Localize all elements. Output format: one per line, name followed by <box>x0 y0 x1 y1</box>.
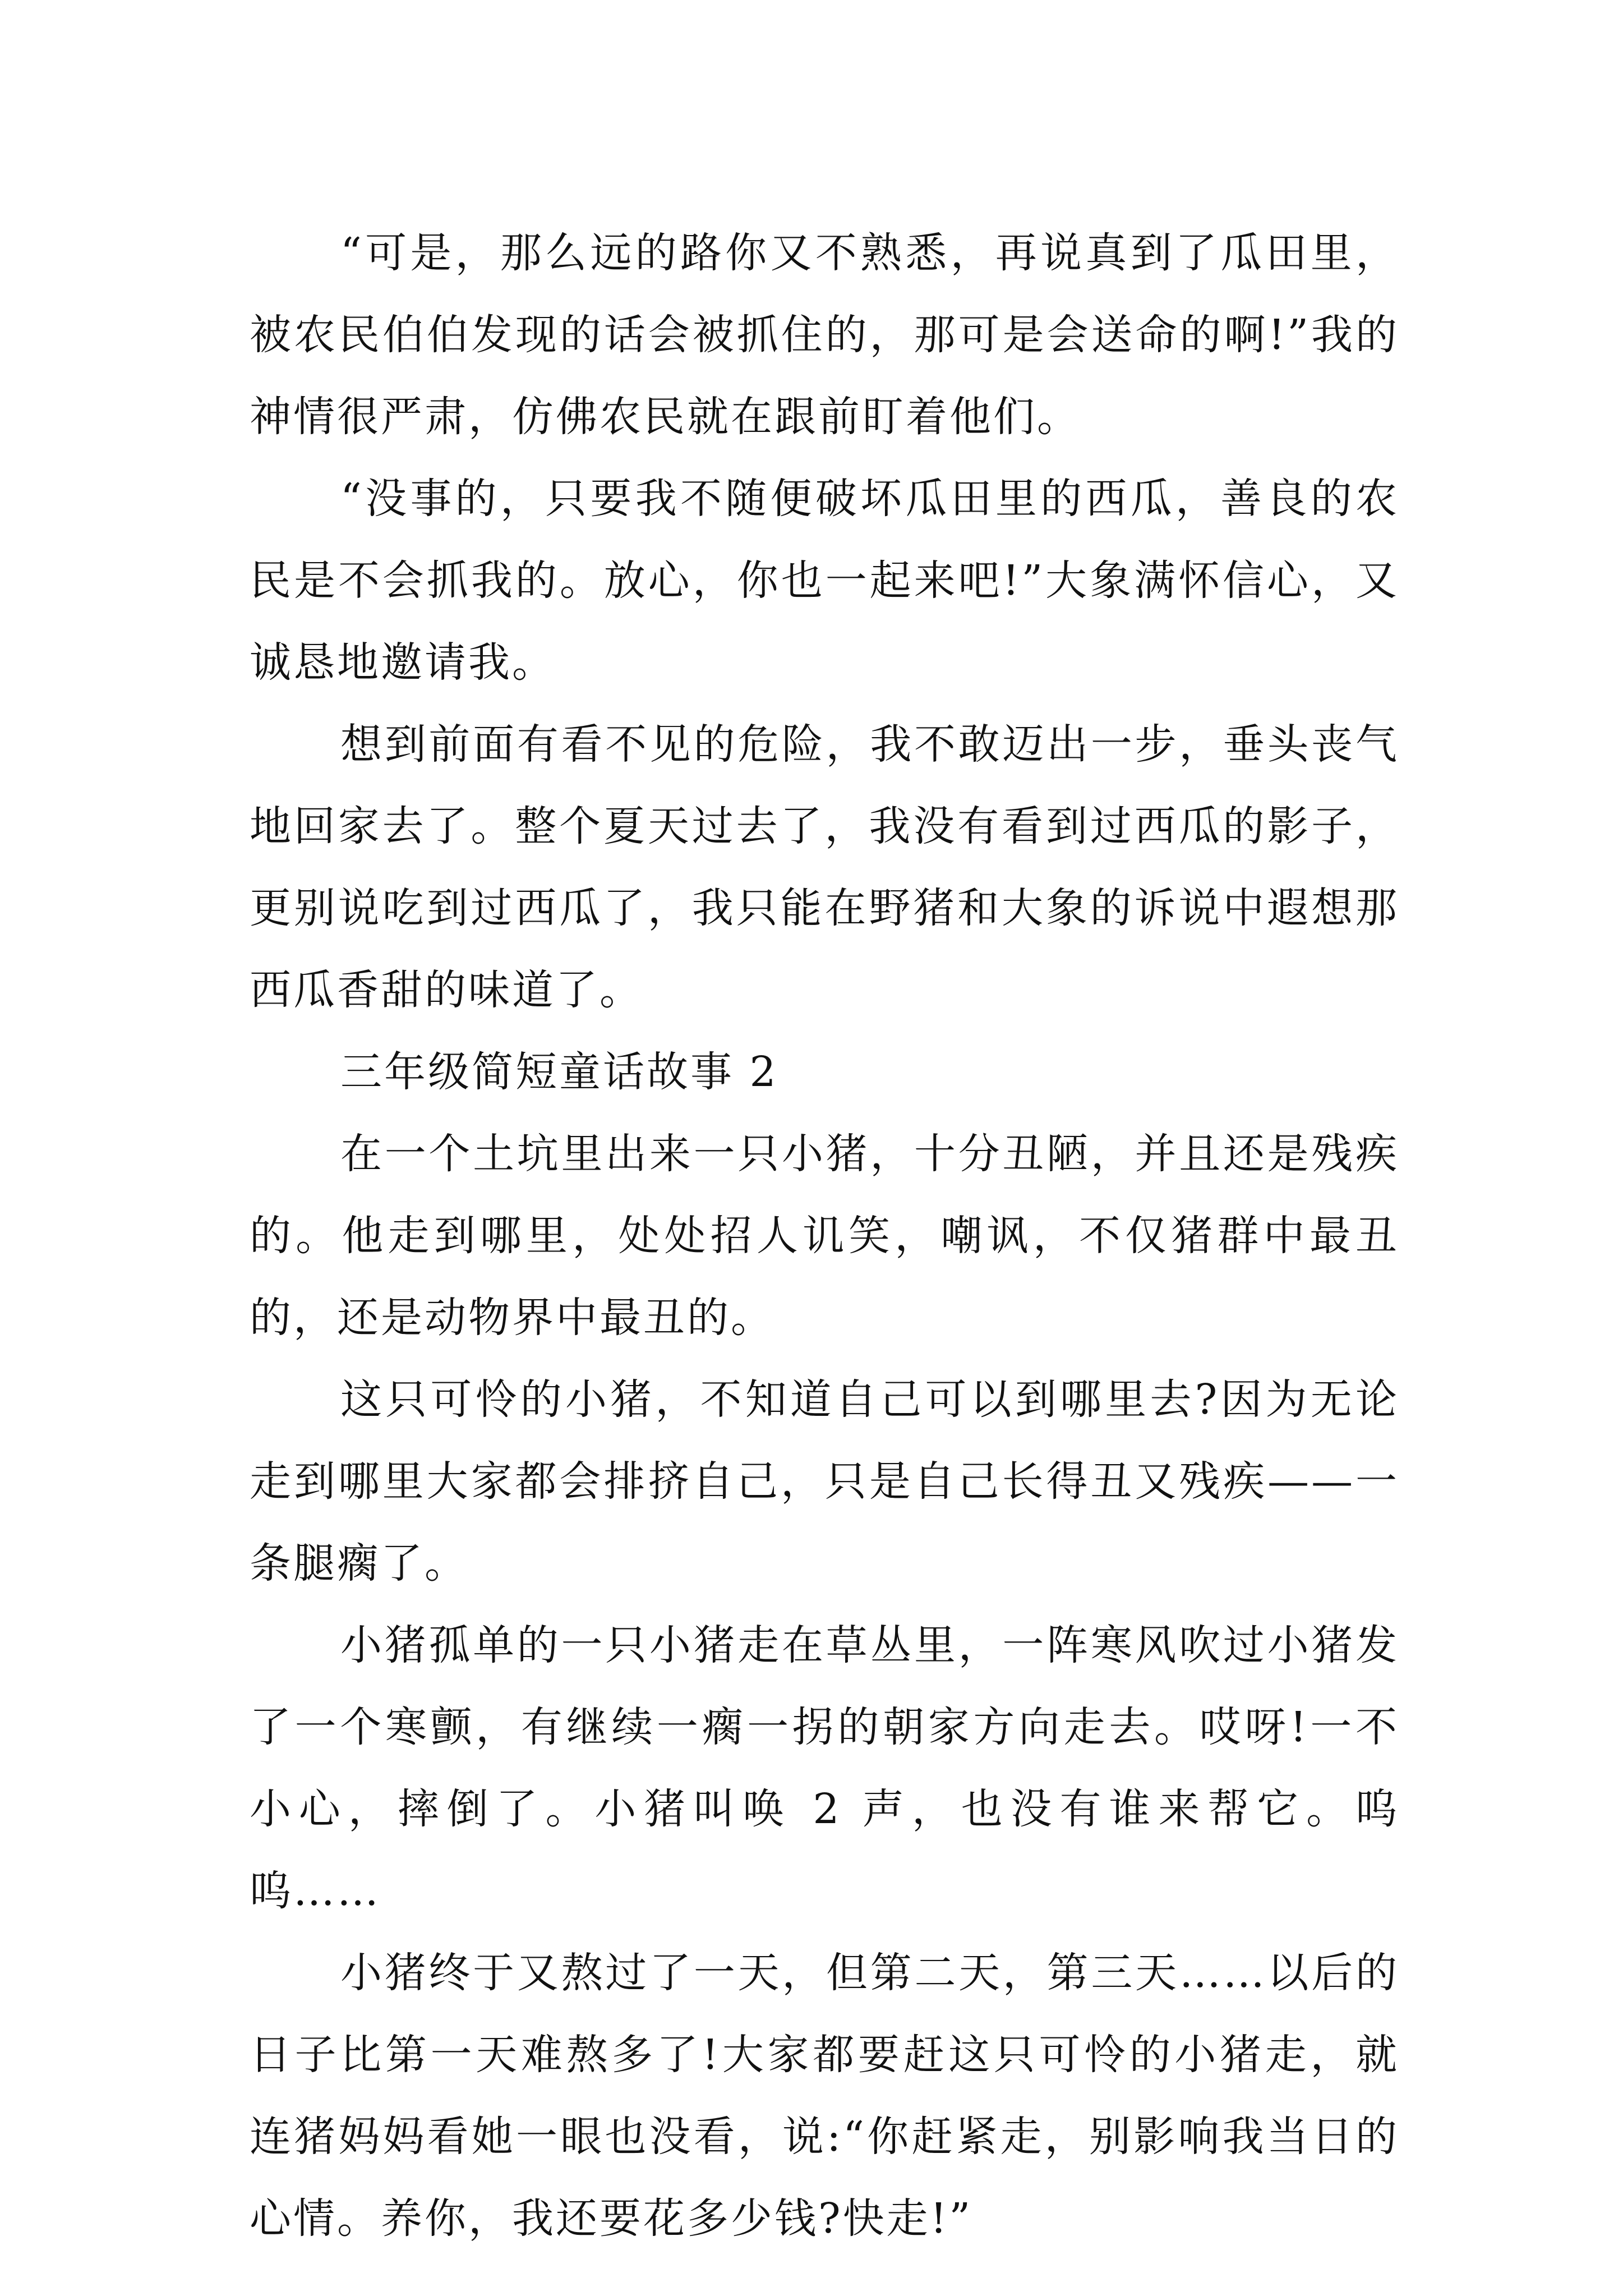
paragraph: “可是，那么远的路你又不熟悉，再说真到了瓜田里，被农民伯伯发现的话会被抓住的，那可是会送命的啊!”我的神情很严肃，仿佛农民就在跟前盯着他们。 <box>250 229 1399 441</box>
paragraph: 在一个土坑里出来一只小猪，十分丑陋，并且还是残疾的。他走到哪里，处处招人讥笑，嘲讽，不仅猪群中最丑的，还是动物界中最丑的。 <box>250 1130 1399 1342</box>
paragraph: 小猪终于又熬过了一天，但第二天，第三天……以后的日子比第一天难熬多了!大家都要赶这只可怜的小猪走，就连猪妈妈看她一眼也没看，说:“你赶紧走，别影响我当日的心情。养你，我还要花多少钱?快走!” <box>250 1949 1399 2243</box>
paragraph: 想到前面有看不见的危险，我不敢迈出一步，垂头丧气地回家去了。整个夏天过去了，我没有看到过西瓜的影子，更别说吃到过西瓜了，我只能在野猪和大象的诉说中遐想那西瓜香甜的味道了。 <box>250 720 1399 1014</box>
document-body <box>250 212 1399 2260</box>
paragraph: 这只可怜的小猪，不知道自己可以到哪里去?因为无论走到哪里大家都会排挤自己，只是自己长得丑又残疾——一条腿瘸了。 <box>250 1375 1399 1588</box>
paragraph: 小猪孤单的一只小猪走在草丛里，一阵寒风吹过小猪发了一个寒颤，有继续一瘸一拐的朝家方向走去。哎呀!一不小心，摔倒了。小猪叫唤 2 声，也没有谁来帮它。呜呜…… <box>250 1621 1399 1915</box>
story-heading: 三年级简短童话故事 2 <box>340 1048 778 1096</box>
paragraph: “没事的，只要我不随便破坏瓜田里的西瓜，善良的农民是不会抓我的。放心，你也一起来吧!”大象满怀信心，又诚恳地邀请我。 <box>250 475 1399 687</box>
